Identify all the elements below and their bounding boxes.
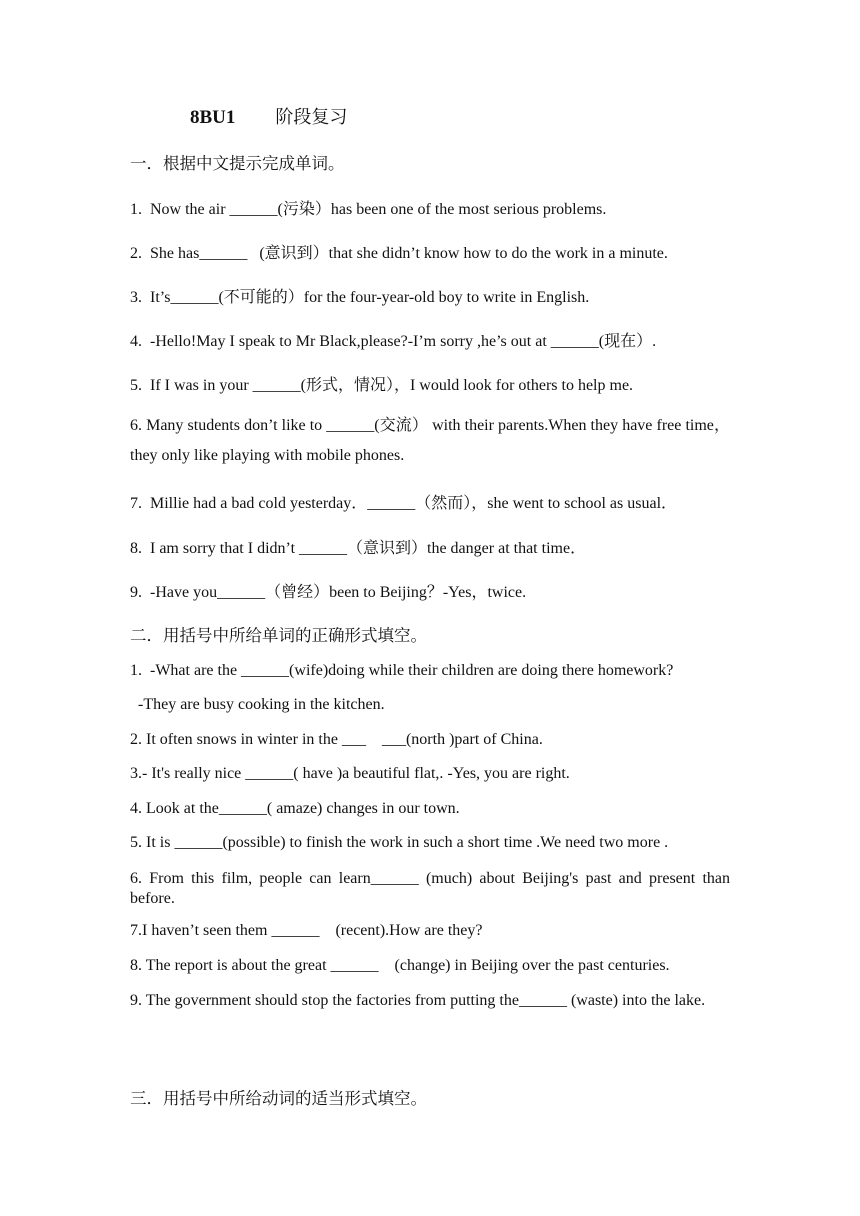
section-1-heading: 一．根据中文提示完成单词。 [130,154,345,173]
s2-item-9: 9. The government should stop the factories from putting the______ (waste) into the lake. [130,992,706,1009]
s2-item-1: 1. -What are the ______(wife)doing while their children are doing there homework? [130,662,674,679]
section-2-heading: 二．用括号中所给单词的正确形式填空。 [130,626,427,645]
s1-item-3: 3. It’s______(不可能的）for the four-year-old boy to write in English. [130,289,590,306]
s1-item-9: 9. -Have you______（曾经）been to Beijing？-Yes，twice. [130,584,527,601]
s1-item-5: 5. If I was in your ______(形式，情况），I would look for others to help me. [130,377,634,394]
s2-item-3: 3.- It's really nice ______( have )a beautiful flat,. -Yes, you are right. [130,765,570,782]
document-title [190,103,347,129]
s1-item-2: 2. She has______ (意识到）that she didn’t know how to do the work in a minute. [130,245,668,262]
s1-item-7: 7. Millie had a bad cold yesterday．______（然而），she went to school as usual． [130,495,678,512]
s2-item-8: 8. The report is about the great ______ (change) in Beijing over the past centuries. [130,957,670,974]
title-code: 8BU1 [190,107,236,128]
section-3-heading: 三．用括号中所给动词的适当形式填空。 [130,1089,427,1108]
s1-item-8: 8. I am sorry that I didn’t ______（意识到）the danger at that time． [130,540,587,557]
s2-item-4: 4. Look at the______( amaze) changes in our town. [130,800,460,817]
s1-item-6: 6. Many students don’t like to ______(交流） with their parents.When they have free time，they only like playing with mobile phones. [130,417,730,464]
s2-item-1-answer: -They are busy cooking in the kitchen. [130,696,385,713]
s1-item-1: 1. Now the air ______(污染）has been one of the most serious problems. [130,201,607,218]
s2-item-7: 7.I haven’t seen them ______ (recent).How are they? [130,922,483,939]
s2-item-5: 5. It is ______(possible) to finish the work in such a short time .We need two more . [130,834,669,851]
s1-item-4: 4. -Hello!May I speak to Mr Black,please?-I’m sorry ,he’s out at ______(现在）. [130,333,657,350]
s2-item-2: 2. It often snows in winter in the ___ ___(north )part of China. [130,731,543,748]
s2-item-6: 6. From this film, people can learn______ (much) about Beijing's past and present than before. [130,870,730,907]
title-name: 阶段复习 [275,107,348,128]
